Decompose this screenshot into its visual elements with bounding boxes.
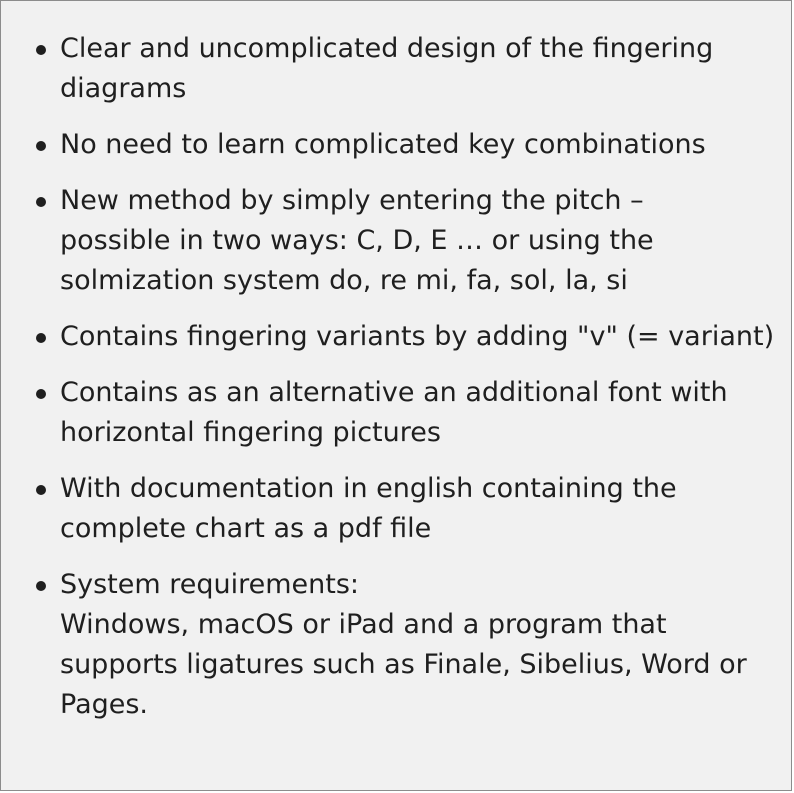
feature-item-variants <box>60 317 782 357</box>
feature-text-line: horizontal fingering pictures <box>60 417 441 448</box>
bullet-icon <box>36 141 46 151</box>
feature-text-line: Pages. <box>60 689 149 720</box>
feature-text-line: With documentation in english containing the <box>60 473 677 504</box>
feature-text-line: diagrams <box>60 73 187 104</box>
feature-text-line: Contains as an alternative an additional font with <box>60 377 728 408</box>
feature-item-system-requirements <box>60 565 782 725</box>
feature-text-line: No need to learn complicated key combinations <box>60 129 706 160</box>
feature-text-line: supports ligatures such as Finale, Sibelius, Word or <box>60 649 747 680</box>
feature-text-line: Clear and uncomplicated design of the fingering <box>60 33 714 64</box>
bullet-icon <box>36 485 46 495</box>
feature-item-key-combinations <box>60 125 782 165</box>
bullet-icon <box>36 333 46 343</box>
bullet-icon <box>36 581 46 591</box>
feature-text-line: System requirements: <box>60 569 360 600</box>
feature-text-line: Windows, macOS or iPad and a program that <box>60 609 667 640</box>
feature-item-pitch-entry <box>60 181 782 301</box>
feature-text-line: Contains fingering variants by adding "v" (= variant) <box>60 321 775 352</box>
feature-text-line: possible in two ways: C, D, E … or using the <box>60 225 654 256</box>
feature-item-design <box>60 29 782 109</box>
feature-item-horizontal-font <box>60 373 782 453</box>
feature-list <box>60 29 782 741</box>
feature-item-documentation <box>60 469 782 549</box>
feature-text-line: solmization system do, re mi, fa, sol, la, si <box>60 265 628 296</box>
bullet-icon <box>36 197 46 207</box>
bullet-icon <box>36 45 46 55</box>
feature-text-line: complete chart as a pdf file <box>60 513 432 544</box>
feature-text-line: New method by simply entering the pitch – <box>60 185 644 216</box>
bullet-icon <box>36 389 46 399</box>
